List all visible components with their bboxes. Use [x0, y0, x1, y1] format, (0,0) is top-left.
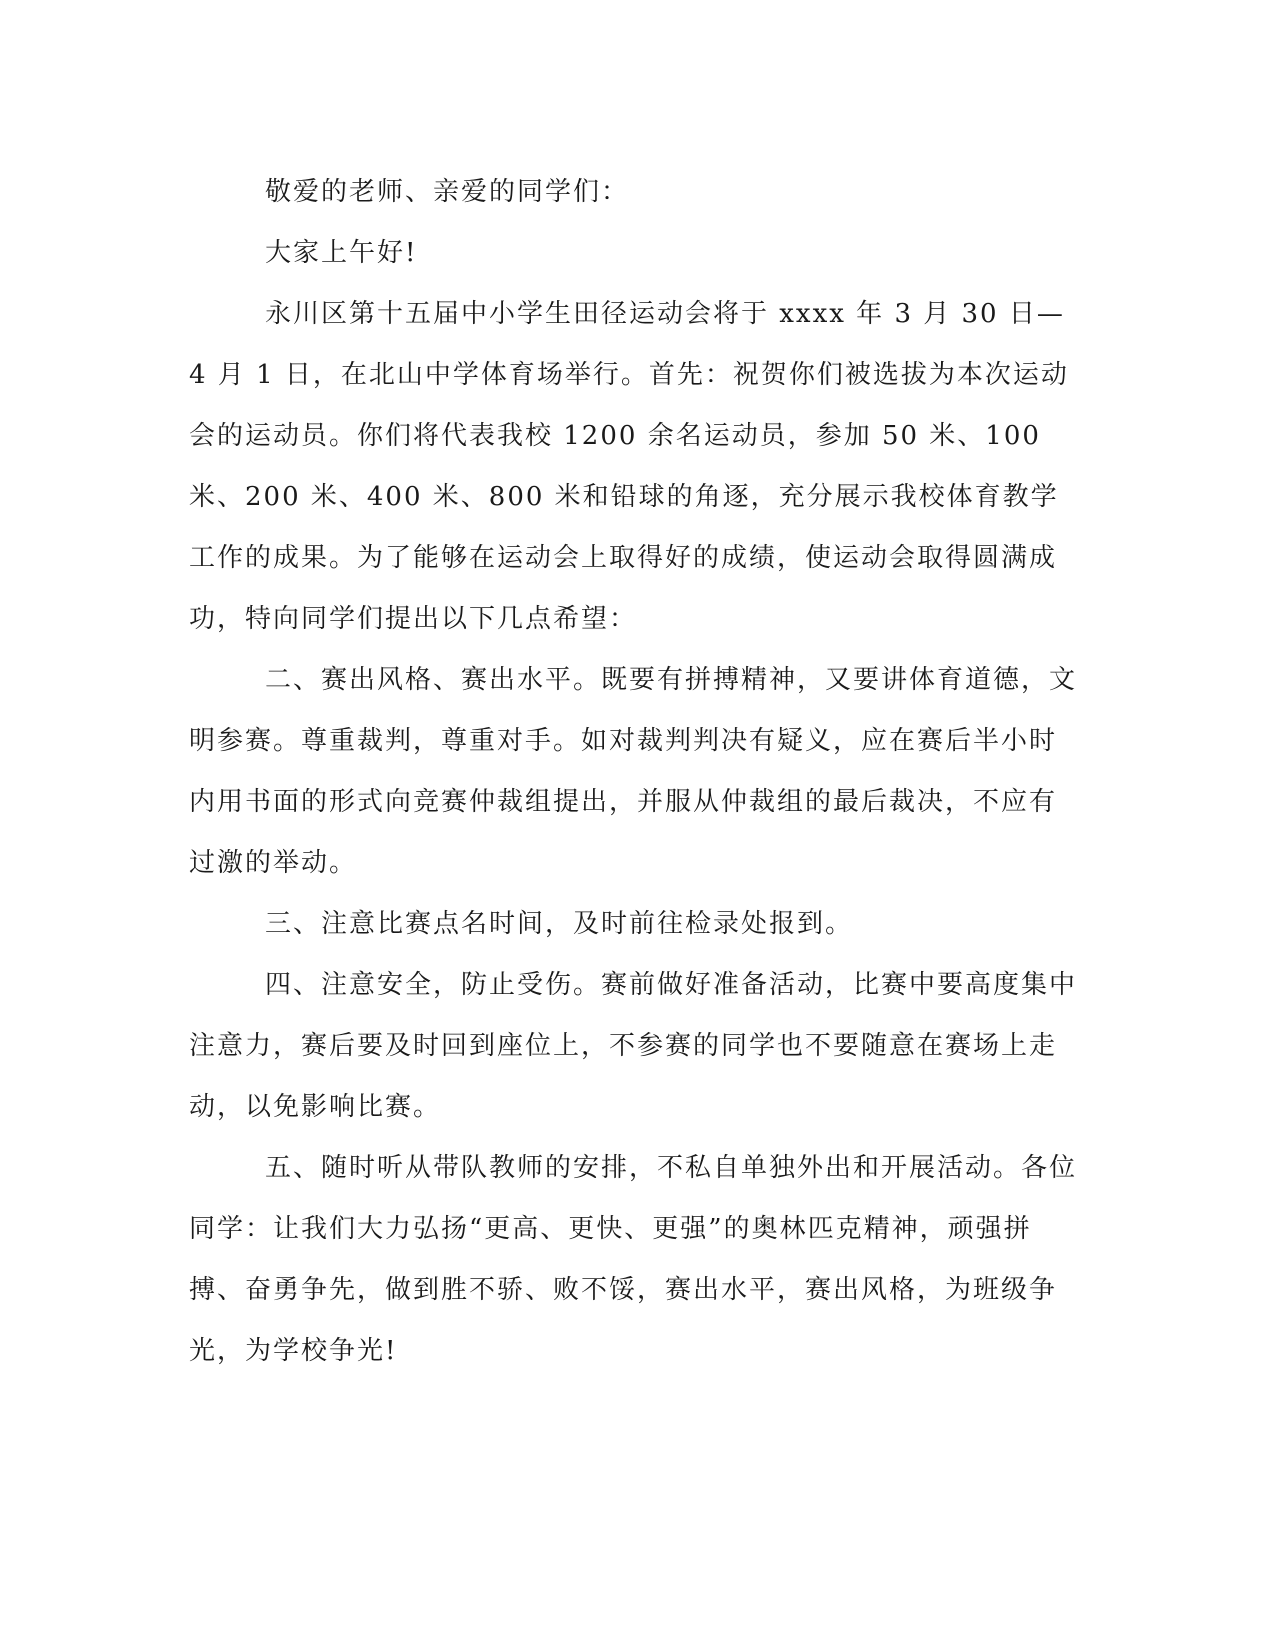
paragraph-point-four: 四、注意安全，防止受伤。赛前做好准备活动，比赛中要高度集中注意力，赛后要及时回到座位上，不参赛的同学也不要随意在赛场上走动，以免影响比赛。 [189, 970, 1078, 1122]
paragraph-point-two: 二、赛出风格、赛出水平。既要有拼搏精神，又要讲体育道德，文明参赛。尊重裁判，尊重对手。如对裁判判决有疑义，应在赛后半小时内用书面的形式向竞赛仲裁组提出，并服从仲裁组的最后裁决，不应有过激的举动。 [189, 665, 1078, 878]
greeting: 大家上午好! [265, 238, 418, 268]
paragraph-point-five: 五、随时听从带队教师的安排，不私自单独外出和开展活动。各位同学：让我们大力弘扬“更高、更快、更强”的奥林匹克精神，顽强拼搏、奋勇争先，做到胜不骄、败不馁，赛出水平，赛出风格，为班级争光，为学校争光! [189, 1153, 1078, 1366]
salutation: 敬爱的老师、亲爱的同学们： [265, 177, 630, 207]
document-body [189, 162, 1079, 1382]
paragraph-point-three: 三、注意比赛点名时间，及时前往检录处报到。 [265, 909, 854, 939]
paragraph-intro: 永川区第十五届中小学生田径运动会将于 xxxx 年 3 月 30 日—4 月 1 日，在北山中学体育场举行。首先：祝贺你们被选拔为本次运动会的运动员。你们将代表我校 1200 余名运动员，参加 50 米、100 米、200 米、400 米、800 米和铅球的角逐，充分展示我校体育教学工作的成果。为了能够在运动会上取得好的成绩，使运动会取得圆满成功，特向同学们提出以下几点希望： [189, 299, 1069, 634]
